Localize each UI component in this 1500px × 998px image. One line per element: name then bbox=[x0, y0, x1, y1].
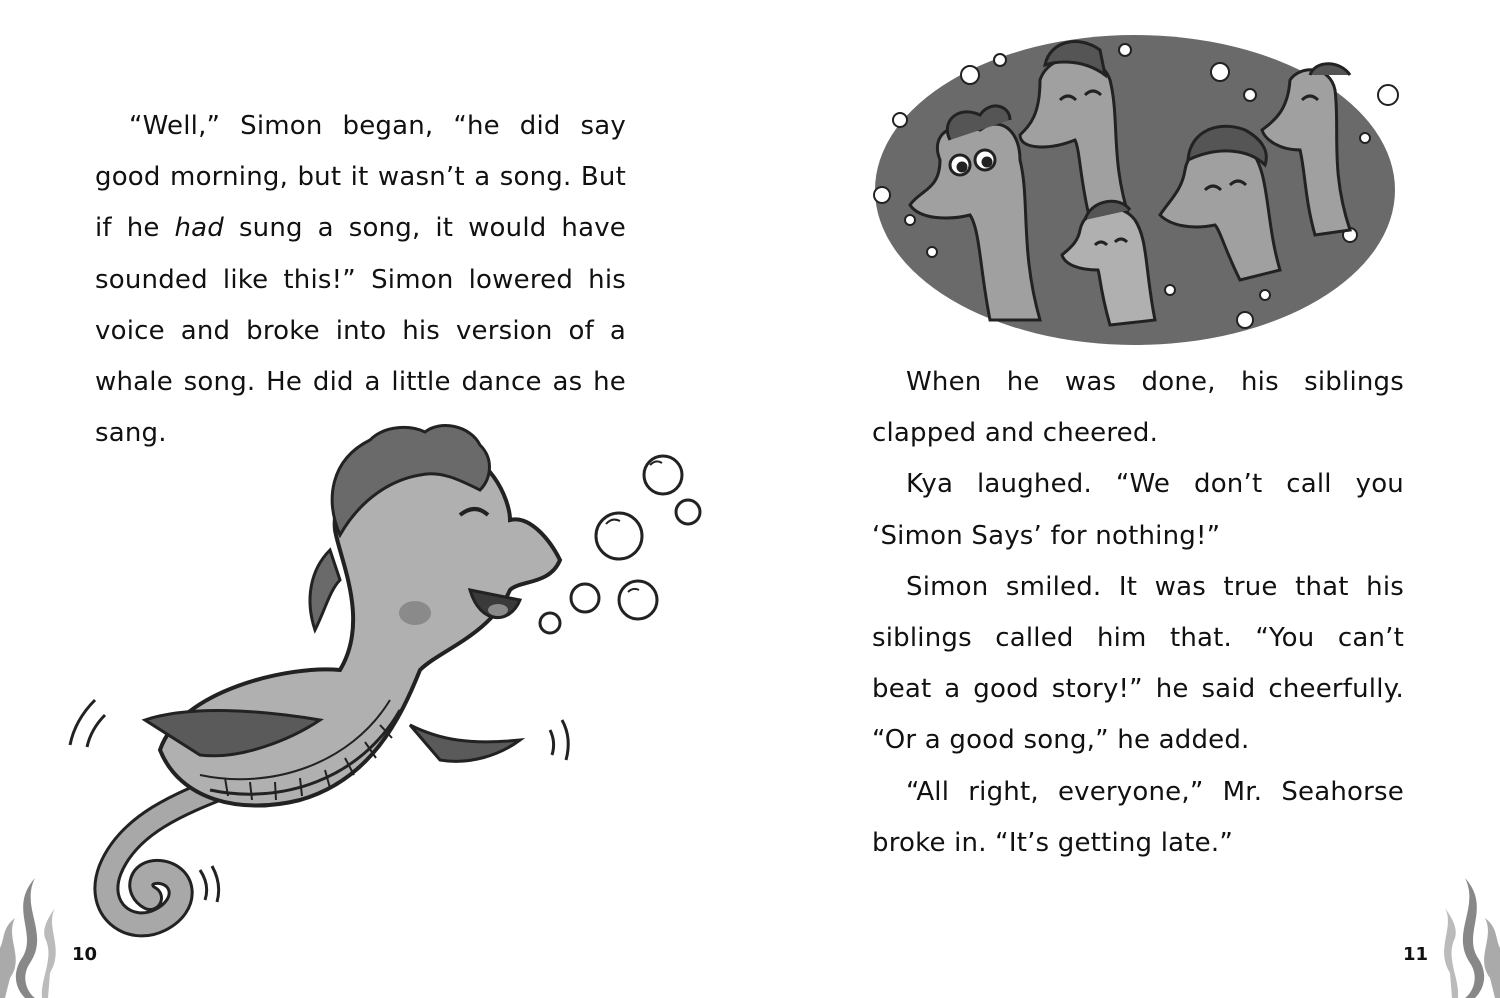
text-line: voice and broke into his version of a bbox=[95, 315, 626, 346]
seaweed-corner-left bbox=[0, 878, 70, 998]
page-number: 10 bbox=[72, 944, 98, 965]
text-line: beat a good story!” he said cheerfully. bbox=[872, 674, 1404, 705]
seaweed-corner-right bbox=[1430, 878, 1500, 998]
text-line: if he had sung a song, it would have bbox=[95, 213, 626, 244]
text-line: sang. bbox=[95, 418, 167, 449]
emphasis-word: had bbox=[174, 213, 225, 244]
right-page bbox=[750, 0, 1500, 998]
text-line: good morning, but it wasn’t a song. But bbox=[95, 162, 626, 193]
bubbles bbox=[540, 456, 700, 633]
text-line: broke in. “It’s getting late.” bbox=[872, 827, 1233, 858]
text-line: Simon smiled. It was true that his bbox=[906, 571, 1404, 602]
text-line: “Well,” Simon began, “he did say bbox=[129, 111, 626, 141]
text-line: When he was done, his siblings bbox=[906, 367, 1404, 397]
text-line: whale song. He did a little dance as he bbox=[95, 366, 626, 397]
seahorse-siblings-illustration bbox=[870, 20, 1400, 350]
text-line: “Or a good song,” he added. bbox=[872, 725, 1250, 756]
text-line: ‘Simon Says’ for nothing!” bbox=[872, 520, 1221, 551]
text-line: clapped and cheered. bbox=[872, 418, 1159, 449]
text-line: siblings called him that. “You can’t bbox=[872, 622, 1404, 653]
page-number: 11 bbox=[1403, 944, 1429, 965]
text-line: “All right, everyone,” Mr. Seahorse bbox=[906, 776, 1404, 807]
left-page-text bbox=[95, 101, 626, 459]
text-line: sounded like this!” Simon lowered his bbox=[95, 264, 626, 295]
singing-seahorse-illustration bbox=[40, 420, 720, 940]
text-line: Kya laughed. “We don’t call you bbox=[906, 469, 1404, 500]
right-page-text bbox=[872, 357, 1404, 869]
